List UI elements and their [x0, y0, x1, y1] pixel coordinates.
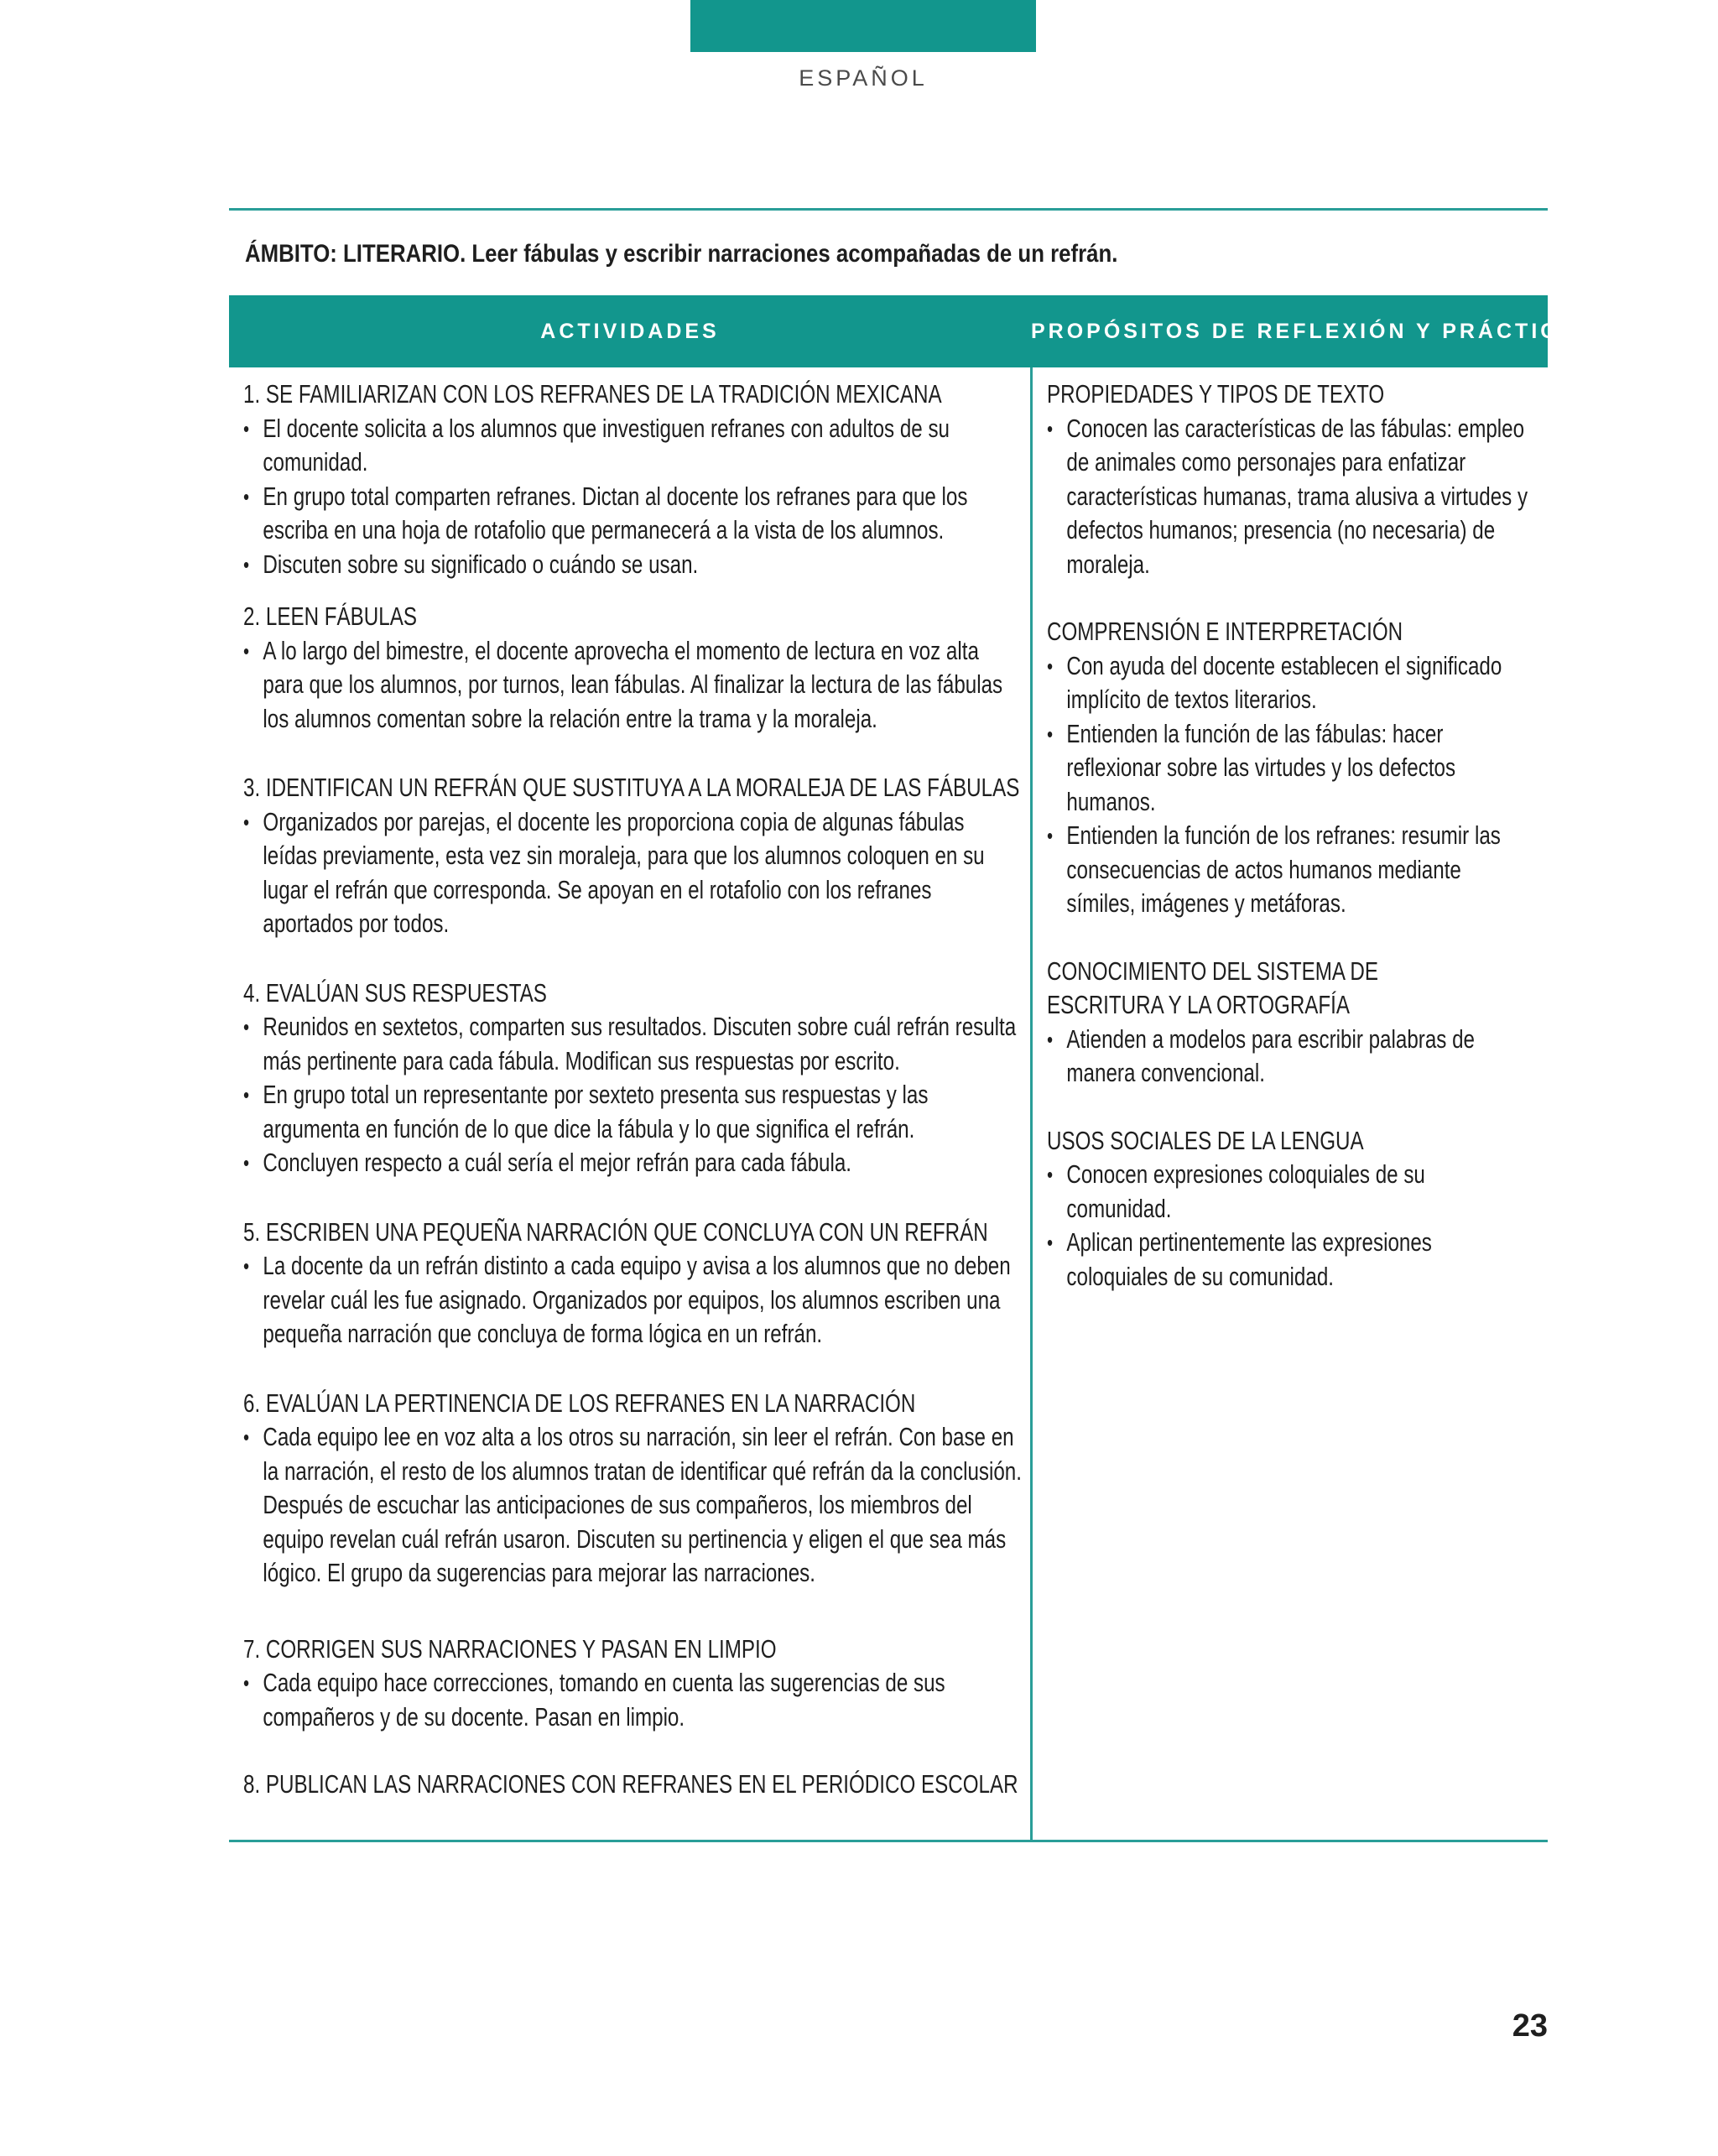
purpose-title: USOS SOCIALES DE LA LENGUA [1047, 1125, 1364, 1155]
purpose-title: CONOCIMIENTO DEL SISTEMA DE ESCRITURA Y LA ORTOGRAFÍA [1047, 956, 1379, 1019]
list-item: • Concluyen respecto a cuál sería el mejor refrán para cada fábula. [243, 1146, 1023, 1180]
list-item: • Cada equipo hace correcciones, tomando en cuenta las sugerencias de sus compañeros y de su docente. Pasan en limpio. [243, 1666, 1023, 1734]
activity-7 [243, 1633, 1023, 1735]
purposes-column [1047, 378, 1533, 1294]
activity-bullets [243, 1420, 1023, 1591]
purpose-bullets [1047, 412, 1533, 582]
purpose-3 [1047, 955, 1533, 1091]
activity-bullets [243, 1666, 1023, 1734]
activities-column [243, 378, 1023, 1802]
page-number: 23 [1512, 2008, 1548, 2044]
list-item: • Con ayuda del docente establecen el significado implícito de textos literarios. [1047, 649, 1533, 717]
purpose-bullets [1047, 1158, 1533, 1294]
activity-title: 3. IDENTIFICAN UN REFRÁN QUE SUSTITUYA A LA MORALEJA DE LAS FÁBULAS [243, 773, 1020, 802]
ambito-title: ÁMBITO: LITERARIO. Leer fábulas y escribir narraciones acompañadas de un refrán. [245, 240, 1118, 268]
list-item: • Atienden a modelos para escribir palabras de manera convencional. [1047, 1023, 1533, 1091]
column-divider [1030, 367, 1033, 1841]
purpose-4 [1047, 1124, 1533, 1294]
header-tab [690, 0, 1036, 52]
list-item: • En grupo total comparten refranes. Dictan al docente los refranes para que los escriba en una hoja de rotafolio que permanecerá a la vista de los alumnos. [243, 480, 1023, 548]
column-header-activities: ACTIVIDADES [540, 320, 720, 343]
activity-4 [243, 976, 1023, 1180]
table-header [229, 295, 1578, 367]
list-item: • Reunidos en sextetos, comparten sus resultados. Discuten sobre cuál refrán resulta más pertinente para cada fábula. Modifican sus respuestas por escrito. [243, 1010, 1023, 1078]
activity-title: 4. EVALÚAN SUS RESPUESTAS [243, 977, 547, 1008]
purpose-title: COMPRENSIÓN E INTERPRETACIÓN [1047, 617, 1403, 646]
activity-title: 6. EVALÚAN LA PERTINENCIA DE LOS REFRANES EN LA NARRACIÓN [243, 1388, 916, 1418]
list-item: • Conocen expresiones coloquiales de su comunidad. [1047, 1158, 1533, 1226]
list-item: • El docente solicita a los alumnos que investiguen refranes con adultos de su comunidad. [243, 412, 1023, 480]
list-item: • Cada equipo lee en voz alta a los otros su narración, sin leer el refrán. Con base en la narración, el resto de los alumnos tratan de identificar qué refrán da la conclusión. Después de escuchar las anticipaciones de sus compañeros, los miembros del equipo revelan cuál refrán usaron. Discuten su pertinencia y eligen el que sea más lógico. El grupo da sugerencias para mejorar las narraciones. [243, 1420, 1023, 1591]
list-item: • Aplican pertinentemente las expresiones coloquiales de su comunidad. [1047, 1226, 1533, 1294]
list-item: • Discuten sobre su significado o cuándo se usan. [243, 548, 1023, 582]
list-item: • Organizados por parejas, el docente les proporciona copia de algunas fábulas leídas previamente, esta vez sin moraleja, para que los alumnos coloquen en su lugar el refrán que corresponda. Se apoyan en el rotafolio con los refranes aportados por todos. [243, 805, 1023, 941]
purpose-title: PROPIEDADES Y TIPOS DE TEXTO [1047, 379, 1385, 409]
list-item: • En grupo total un representante por sexteto presenta sus respuestas y las argumenta en función de lo que dice la fábula y lo que significa el refrán. [243, 1078, 1023, 1146]
activity-title: 2. LEEN FÁBULAS [243, 601, 417, 631]
purpose-bullets [1047, 1023, 1533, 1091]
list-item: • A lo largo del bimestre, el docente aprovecha el momento de lectura en voz alta para que los alumnos, por turnos, lean fábulas. Al finalizar la lectura de las fábulas los alumnos comentan sobre la relación entre la trama y la moraleja. [243, 634, 1023, 737]
purpose-1 [1047, 378, 1533, 581]
activity-6 [243, 1387, 1023, 1591]
list-item: • Entienden la función de los refranes: resumir las consecuencias de actos humanos mediante símiles, imágenes y metáforas. [1047, 819, 1533, 921]
list-item: • Conocen las características de las fábulas: empleo de animales como personajes para enfatizar características humanas, trama alusiva a virtudes y defectos humanos; presencia (no necesaria) de moraleja. [1047, 412, 1533, 582]
top-rule [229, 208, 1548, 211]
activity-8 [243, 1768, 1023, 1802]
activity-1 [243, 378, 1023, 581]
activity-2 [243, 600, 1023, 736]
bottom-rule [229, 1840, 1548, 1842]
activity-5 [243, 1216, 1023, 1351]
activity-title: 5. ESCRIBEN UNA PEQUEÑA NARRACIÓN QUE CONCLUYA CON UN REFRÁN [243, 1216, 988, 1247]
subject-label: ESPAÑOL [799, 65, 928, 91]
activity-title: 8. PUBLICAN LAS NARRACIONES CON REFRANES EN EL PERIÓDICO ESCOLAR [243, 1769, 1018, 1799]
activity-bullets [243, 1249, 1023, 1351]
activity-bullets [243, 805, 1023, 941]
activity-3 [243, 771, 1023, 941]
activity-bullets [243, 412, 1023, 582]
column-header-purposes: PROPÓSITOS DE REFLEXIÓN Y PRÁCTICA [1031, 320, 1578, 343]
purpose-bullets [1047, 649, 1533, 921]
list-item: • La docente da un refrán distinto a cada equipo y avisa a los alumnos que no deben revelar cuál les fue asignado. Organizados por equipos, los alumnos escriben una pequeña narración que concluya de forma lógica en un refrán. [243, 1249, 1023, 1351]
list-item: • Entienden la función de las fábulas: hacer reflexionar sobre las virtudes y los defectos humanos. [1047, 717, 1533, 820]
activity-bullets [243, 634, 1023, 737]
activity-title: 7. CORRIGEN SUS NARRACIONES Y PASAN EN LIMPIO [243, 1633, 777, 1664]
activity-title: 1. SE FAMILIARIZAN CON LOS REFRANES DE LA TRADICIÓN MEXICANA [243, 379, 942, 409]
activity-bullets [243, 1010, 1023, 1180]
purpose-2 [1047, 615, 1533, 921]
